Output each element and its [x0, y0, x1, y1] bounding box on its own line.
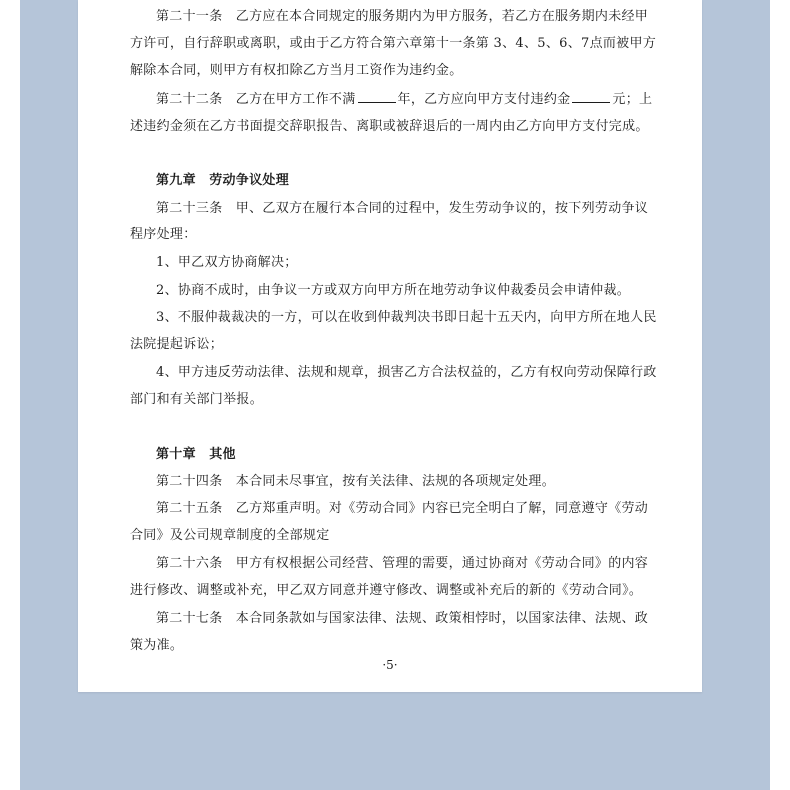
item-3-line-1: 3、不服仲裁裁决的一方，可以在收到仲裁判决书即日起十五天内，向甲方所在地人民: [156, 310, 657, 325]
page-number: ·5·: [382, 658, 398, 672]
article-26-line-2: 进行修改、调整或补充，甲乙双方同意并遵守修改、调整或补充后的新的《劳动合同》。: [130, 583, 643, 598]
article-27-line-2: 策为准。: [130, 638, 184, 653]
article-25-line-2: 合同》及公司规章制度的全部规定: [130, 528, 330, 543]
item-2: 2、协商不成时，由争议一方或双方向甲方所在地劳动争议仲裁委员会申请仲裁。: [156, 283, 631, 298]
item-3-line-2: 法院提起诉讼；: [130, 337, 224, 352]
article-25-line-1: 第二十五条 乙方郑重声明。对《劳动合同》内容已完全明白了解，同意遵守《劳动: [156, 501, 649, 516]
chapter-9-heading: 第九章 劳动争议处理: [156, 173, 290, 188]
chapter-10-heading: 第十章 其他: [156, 447, 236, 462]
document-page: [78, 0, 702, 692]
article-27-line-1: 第二十七条 本合同条款如与国家法律、法规、政策相悖时，以国家法律、法规、政: [156, 611, 649, 626]
article-22-text-b: 年，乙方应向甲方支付违约金: [397, 92, 571, 107]
article-21-line-3: 解除本合同，则甲方有权扣除乙方当月工资作为违约金。: [130, 63, 463, 78]
article-22-text-c: 元；上: [612, 92, 653, 107]
article-23-line-2: 程序处理：: [130, 227, 197, 242]
article-22-line-2: 述违约金须在乙方书面提交辞职报告、离职或被辞退后的一周内由乙方向甲方支付完成。: [130, 119, 649, 134]
article-26-line-1: 第二十六条 甲方有权根据公司经营、管理的需要，通过协商对《劳动合同》的内容: [156, 556, 649, 571]
article-22-text-a: 第二十二条 乙方在甲方工作不满: [156, 92, 356, 107]
article-21-line-1: 第二十一条 乙方应在本合同规定的服务期内为甲方服务，若乙方在服务期内未经甲: [156, 9, 649, 24]
penalty-blank: [572, 91, 610, 103]
years-blank: [358, 91, 396, 103]
item-4-line-1: 4、甲方违反劳动法律、法规和规章，损害乙方合法权益的，乙方有权向劳动保障行政: [156, 365, 657, 380]
article-21-line-2: 方许可，自行辞职或离职，或由于乙方符合第六章第十一条第 3、4、5、6、7点而被甲方: [130, 36, 657, 51]
article-22-line-1: [156, 88, 652, 107]
item-4-line-2: 部门和有关部门举报。: [130, 392, 264, 407]
article-24: 第二十四条 本合同未尽事宜，按有关法律、法规的各项规定处理。: [156, 474, 556, 489]
page-content: [78, 0, 702, 692]
article-23-line-1: 第二十三条 甲、乙双方在履行本合同的过程中，发生劳动争议的，按下列劳动争议: [156, 201, 649, 216]
item-1: 1、甲乙双方协商解决；: [156, 255, 298, 270]
